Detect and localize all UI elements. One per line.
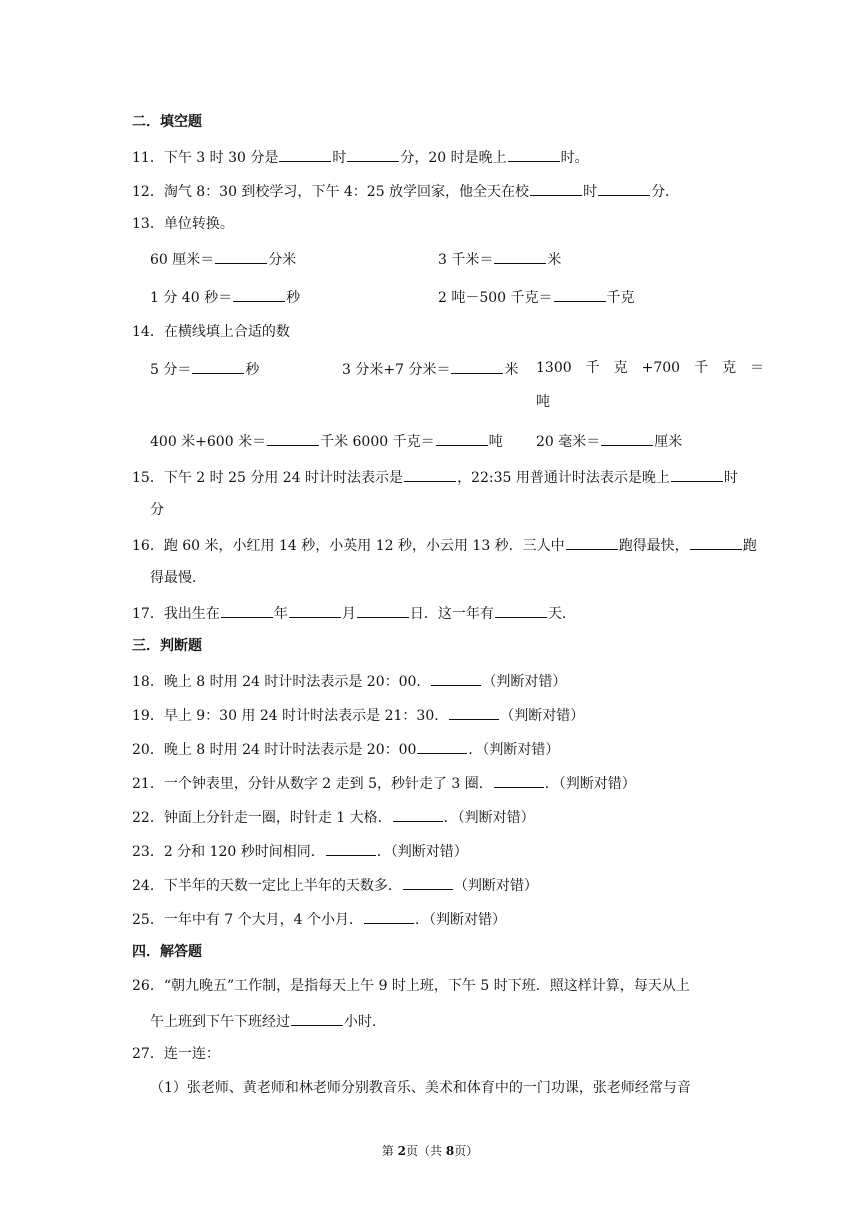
blank	[494, 772, 544, 788]
question-14-row1-a: 5 分＝ 秒	[150, 358, 259, 380]
blank	[436, 430, 488, 446]
question-19: 19．早上 9：30 用 24 时计时法表示是 21：30． （判断对错）	[132, 704, 584, 726]
question-26: 26．“朝九晚五”工作制，是指每天上午 9 时上班，下午 5 时下班．照这样计算，每天从上	[132, 978, 690, 994]
blank	[449, 704, 499, 720]
blank	[598, 180, 650, 196]
question-27-part1: （1）张老师、黄老师和林老师分别教音乐、美术和体育中的一门功课，张老师经常与音	[150, 1080, 691, 1096]
blank	[221, 602, 273, 618]
question-13-row2-left: 1 分 40 秒＝ 秒	[150, 286, 300, 308]
blank	[192, 358, 244, 374]
blank	[508, 146, 560, 162]
blank	[289, 602, 341, 618]
question-21: 21．一个钟表里，分针从数字 2 走到 5，秒针走了 3 圈． ．（判断对错）	[132, 772, 636, 794]
blank	[451, 358, 503, 374]
question-11: 11．下午 3 时 30 分是 时 分，20 时是晚上 时。	[132, 146, 589, 168]
blank	[291, 1010, 343, 1026]
question-18: 18．晚上 8 时用 24 时计时法表示是 20：00． （判断对错）	[132, 670, 566, 692]
blank	[601, 430, 653, 446]
blank	[267, 430, 319, 446]
blank	[326, 840, 376, 856]
question-13-row1-left: 60 厘米＝ 分米	[150, 248, 296, 270]
blank	[404, 466, 456, 482]
blank	[417, 738, 467, 754]
question-14-row2: 400 米+600 米＝ 千米 6000 千克＝ 吨	[150, 430, 503, 452]
question-24: 24．下半年的天数一定比上半年的天数多． （判断对错）	[132, 874, 538, 896]
question-14-row2-c: 20 毫米＝ 厘米	[536, 430, 682, 452]
question-13-row1-right: 3 千米＝ 米	[438, 248, 561, 270]
question-27: 27．连一连：	[132, 1046, 220, 1062]
blank	[495, 602, 547, 618]
blank	[671, 466, 723, 482]
blank	[393, 806, 443, 822]
question-14-row1-c-unit: 吨	[536, 394, 550, 410]
question-15: 15．下午 2 时 25 分用 24 时计时法表示是 ，22:35 用普通计时法表示是晚上 时	[132, 466, 738, 488]
question-12: 12．淘气 8：30 到校学习，下午 4：25 放学回家，他全天在校 时 分．	[132, 180, 679, 202]
blank	[215, 248, 267, 264]
question-20: 20．晚上 8 时用 24 时计时法表示是 20：00 ．（判断对错）	[132, 738, 559, 760]
section-heading-answer: 四．解答题	[132, 944, 202, 960]
blank	[566, 534, 618, 550]
blank	[364, 908, 414, 924]
question-15-cont: 分	[150, 502, 164, 518]
question-16-cont: 得最慢．	[150, 570, 206, 586]
page-total: 8	[445, 1144, 455, 1158]
question-22: 22．钟面上分针走一圈，时针走 1 大格． ．（判断对错）	[132, 806, 535, 828]
blank	[279, 146, 331, 162]
blank	[347, 146, 399, 162]
blank	[530, 180, 582, 196]
blank	[690, 534, 742, 550]
section-heading-fill: 二．填空题	[132, 114, 202, 130]
question-23: 23．2 分和 120 秒时间相同． ．（判断对错）	[132, 840, 468, 862]
blank	[233, 286, 285, 302]
blank	[494, 248, 546, 264]
blank	[431, 670, 481, 686]
question-17: 17．我出生在 年 月 日．这一年有 天．	[132, 602, 576, 624]
question-14-row1-c: 1300 千 克 +700 千 克 ＝	[536, 360, 765, 376]
page-footer: 第 2页（共 8页）	[381, 1144, 479, 1158]
question-25: 25．一年中有 7 个大月，4 个小月． ．（判断对错）	[132, 908, 506, 930]
blank	[554, 286, 606, 302]
question-13-row2-right: 2 吨－500 千克＝ 千克	[438, 286, 635, 308]
question-16: 16．跑 60 米，小红用 14 秒，小英用 12 秒，小云用 13 秒．三人中 跑得最快， 跑	[132, 534, 757, 556]
section-heading-judge: 三．判断题	[132, 638, 202, 654]
blank	[357, 602, 409, 618]
page-number: 2	[397, 1144, 406, 1158]
question-14-row1-b: 3 分米+7 分米＝ 米	[342, 358, 518, 380]
question-14-title: 14．在横线填上合适的数	[132, 324, 290, 340]
blank	[403, 874, 453, 890]
question-13-title: 13．单位转换。	[132, 216, 234, 232]
question-26-cont: 午上班到下午下班经过 小时．	[150, 1010, 386, 1032]
